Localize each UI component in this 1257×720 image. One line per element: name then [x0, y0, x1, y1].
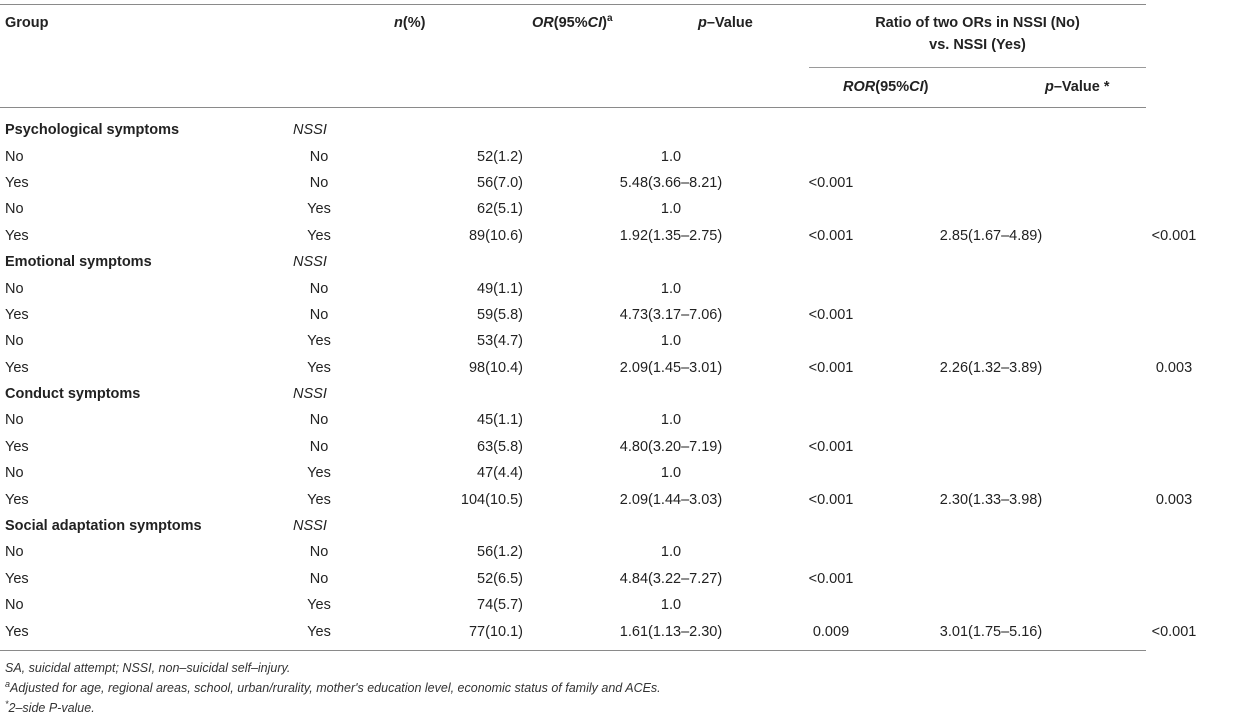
cell-n: 52(6.5) [477, 570, 523, 587]
footnote-a: $^a$Adjusted for age, regional areas, school, urban/rurality, mother's education level, economic status of family and ACEs. [5, 678, 661, 695]
cell-n: 56(1.2) [477, 544, 523, 561]
cell-nssi: No [309, 544, 329, 561]
empty-cell [891, 513, 1091, 539]
cell-p2: <0.001 [1151, 623, 1197, 640]
cell-ror [891, 302, 1091, 328]
empty-cell [403, 249, 531, 275]
section-header-row [0, 249, 1257, 275]
cell-p2 [1091, 196, 1257, 222]
table-row [0, 407, 1257, 433]
empty-cell [403, 117, 531, 143]
cell-p: <0.001 [808, 306, 854, 323]
cell-nssi: Yes [307, 465, 331, 482]
cell-p2 [1091, 407, 1257, 433]
header-ratio-line2: vs. NSSI (Yes) [929, 37, 1026, 53]
cell-p2 [1091, 539, 1257, 565]
cell-ror: 2.30(1.33–3.98) [939, 491, 1043, 508]
table-row [0, 566, 1257, 592]
empty-cell [771, 381, 891, 407]
cell-p2 [1091, 302, 1257, 328]
cell-or: 1.0 [660, 465, 682, 482]
cell-ror [891, 407, 1091, 433]
table-row [0, 170, 1257, 196]
section-nssi-label: NSSI [293, 518, 327, 535]
cell-group: No [5, 544, 24, 561]
cell-or: 2.09(1.45–3.01) [619, 359, 723, 376]
section-title: Emotional symptoms [5, 254, 152, 271]
cell-p2 [1091, 592, 1257, 618]
cell-ror [891, 275, 1091, 301]
cell-nssi: No [309, 412, 329, 429]
header-group: Group [5, 15, 49, 31]
cell-or: 1.0 [660, 201, 682, 218]
cell-p: <0.001 [808, 227, 854, 244]
cell-group: Yes [5, 174, 29, 191]
empty-cell [403, 381, 531, 407]
empty-cell [771, 117, 891, 143]
cell-n: 77(10.1) [468, 623, 523, 640]
cell-or: 1.0 [660, 280, 682, 297]
section-nssi-label: NSSI [293, 386, 327, 403]
section-header-row [0, 381, 1257, 407]
cell-p2: <0.001 [1151, 227, 1197, 244]
cell-ror [891, 566, 1091, 592]
cell-or: 1.0 [660, 412, 682, 429]
cell-nssi: No [309, 306, 329, 323]
cell-p2 [1091, 328, 1257, 354]
cell-p [771, 460, 891, 486]
table-body [0, 117, 1257, 645]
cell-or: 1.0 [660, 333, 682, 350]
cell-p: <0.001 [808, 570, 854, 587]
top-rule [0, 4, 1146, 5]
cell-nssi: Yes [307, 227, 331, 244]
header-ror: ROR(95%CI) [843, 79, 929, 95]
cell-nssi: No [309, 148, 329, 165]
header-ratio [809, 12, 1146, 56]
table-row [0, 539, 1257, 565]
empty-cell [891, 381, 1091, 407]
footnotes [5, 658, 661, 718]
cell-ror [891, 592, 1091, 618]
cell-p2 [1091, 460, 1257, 486]
cell-group: Yes [5, 227, 29, 244]
cell-group: Yes [5, 623, 29, 640]
cell-p [771, 328, 891, 354]
empty-cell [531, 117, 771, 143]
cell-group: No [5, 597, 24, 614]
cell-n: 104(10.5) [460, 491, 523, 508]
cell-or: 1.0 [660, 544, 682, 561]
cell-nssi: Yes [307, 359, 331, 376]
cell-or: 1.0 [660, 597, 682, 614]
cell-p2: 0.003 [1155, 491, 1193, 508]
cell-ror [891, 196, 1091, 222]
cell-or: 1.61(1.13–2.30) [619, 623, 723, 640]
cell-nssi: Yes [307, 333, 331, 350]
table-row [0, 355, 1257, 381]
table-row [0, 143, 1257, 169]
cell-n: 98(10.4) [468, 359, 523, 376]
cell-or: 5.48(3.66–8.21) [619, 174, 723, 191]
cell-or: 4.84(3.22–7.27) [619, 570, 723, 587]
cell-nssi: Yes [307, 623, 331, 640]
section-title: Psychological symptoms [5, 122, 180, 139]
cell-nssi: Yes [307, 597, 331, 614]
cell-p: <0.001 [808, 359, 854, 376]
empty-cell [1091, 117, 1257, 143]
cell-ror: 2.85(1.67–4.89) [939, 227, 1043, 244]
table-row [0, 486, 1257, 512]
cell-p [771, 275, 891, 301]
cell-ror [891, 170, 1091, 196]
header-ratio-line1: Ratio of two ORs in NSSI (No) [875, 15, 1080, 31]
empty-cell [1091, 513, 1257, 539]
cell-n: 56(7.0) [477, 174, 523, 191]
cell-group: Yes [5, 491, 29, 508]
cell-n: 63(5.8) [477, 438, 523, 455]
cell-p [771, 407, 891, 433]
cell-group: Yes [5, 438, 29, 455]
cell-or: 4.80(3.20–7.19) [619, 438, 723, 455]
empty-cell [891, 249, 1091, 275]
cell-p: 0.009 [812, 623, 850, 640]
cell-group: No [5, 148, 24, 165]
section-header-row [0, 117, 1257, 143]
cell-ror: 3.01(1.75–5.16) [939, 623, 1043, 640]
cell-group: No [5, 201, 24, 218]
cell-p [771, 196, 891, 222]
empty-cell [403, 513, 531, 539]
table-row [0, 618, 1257, 644]
empty-cell [531, 381, 771, 407]
cell-nssi: No [309, 174, 329, 191]
table-row [0, 328, 1257, 354]
cell-n: 47(4.4) [477, 465, 523, 482]
table-row [0, 223, 1257, 249]
header-or: $OR(95\%CI)^a$ [532, 13, 613, 31]
cell-group: No [5, 280, 24, 297]
empty-cell [891, 117, 1091, 143]
header-n: n(%) [394, 15, 426, 31]
cell-or: 2.09(1.44–3.03) [619, 491, 723, 508]
cell-or: 1.0 [660, 148, 682, 165]
cell-n: 62(5.1) [477, 201, 523, 218]
table-row [0, 302, 1257, 328]
cell-p: <0.001 [808, 491, 854, 508]
cell-ror [891, 434, 1091, 460]
cell-group: Yes [5, 570, 29, 587]
empty-cell [771, 513, 891, 539]
cell-group: No [5, 333, 24, 350]
cell-group: Yes [5, 306, 29, 323]
header-sub-rule [809, 67, 1146, 68]
empty-cell [771, 249, 891, 275]
cell-nssi: Yes [307, 491, 331, 508]
cell-p2: 0.003 [1155, 359, 1193, 376]
header-p-value: p–Value [698, 15, 753, 31]
cell-p [771, 143, 891, 169]
cell-group: No [5, 412, 24, 429]
cell-n: 52(1.2) [477, 148, 523, 165]
footnote-star: *2–side P-value. [5, 698, 95, 715]
cell-nssi: Yes [307, 201, 331, 218]
cell-p [771, 592, 891, 618]
cell-group: No [5, 465, 24, 482]
table-row [0, 460, 1257, 486]
table-row [0, 196, 1257, 222]
cell-p: <0.001 [808, 174, 854, 191]
section-nssi-label: NSSI [293, 254, 327, 271]
empty-cell [1091, 381, 1257, 407]
cell-p2 [1091, 143, 1257, 169]
cell-p2 [1091, 170, 1257, 196]
cell-n: 74(5.7) [477, 597, 523, 614]
empty-cell [531, 513, 771, 539]
cell-ror [891, 143, 1091, 169]
table-row [0, 275, 1257, 301]
cell-p: <0.001 [808, 438, 854, 455]
cell-n: 45(1.1) [477, 412, 523, 429]
cell-p [771, 539, 891, 565]
cell-p2 [1091, 434, 1257, 460]
cell-ror [891, 539, 1091, 565]
cell-or: 4.73(3.17–7.06) [619, 306, 723, 323]
cell-nssi: No [309, 438, 329, 455]
section-header-row [0, 513, 1257, 539]
cell-n: 59(5.8) [477, 306, 523, 323]
cell-or: 1.92(1.35–2.75) [619, 227, 723, 244]
cell-n: 89(10.6) [468, 227, 523, 244]
cell-p2 [1091, 566, 1257, 592]
section-title: Conduct symptoms [5, 386, 141, 403]
cell-nssi: No [309, 280, 329, 297]
section-nssi-label: NSSI [293, 122, 327, 139]
header-p-value-star: p–Value * [1045, 79, 1110, 95]
section-title: Social adaptation symptoms [5, 518, 202, 535]
cell-nssi: No [309, 570, 329, 587]
empty-cell [531, 249, 771, 275]
table-row [0, 592, 1257, 618]
bottom-rule [0, 650, 1146, 651]
cell-group: Yes [5, 359, 29, 376]
cell-p2 [1091, 275, 1257, 301]
cell-n: 49(1.1) [477, 280, 523, 297]
table-row [0, 434, 1257, 460]
cell-ror [891, 460, 1091, 486]
header-bottom-rule [0, 107, 1146, 108]
cell-ror [891, 328, 1091, 354]
cell-n: 53(4.7) [477, 333, 523, 350]
footnote-abbrev: SA, suicidal attempt; NSSI, non–suicidal self–injury. [5, 661, 291, 675]
cell-ror: 2.26(1.32–3.89) [939, 359, 1043, 376]
empty-cell [1091, 249, 1257, 275]
